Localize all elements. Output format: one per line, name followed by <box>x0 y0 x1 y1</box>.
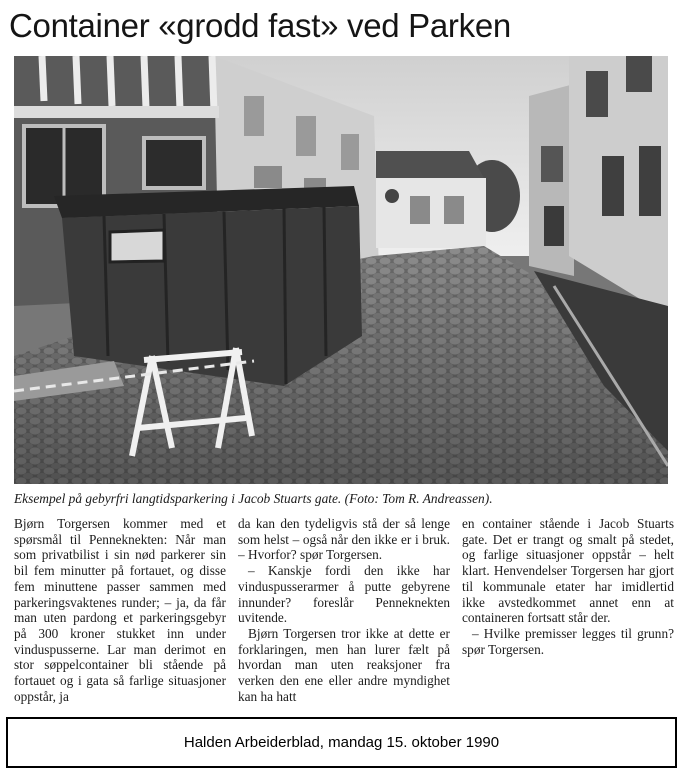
photo-caption: Eksempel på gebyrfri langtidsparkering i Jacob Stuarts gate. (Foto: Tom R. Andreassen). <box>14 491 493 506</box>
article-paragraph: – Kanskje fordi den ikke har vinduspusserarmer å putte gebyrene innunder? foreslår Penneknekten uvitende. <box>238 563 450 626</box>
street-photo-icon <box>14 56 668 484</box>
article-column-1 <box>14 516 226 706</box>
article-paragraph: Bjørn Torgersen tror ikke at dette er forklaringen, men han lurer fælt på hvordan man uten reaksjoner fra verken den ene eller andre myndighet kan ha hatt <box>238 625 450 704</box>
street-photo <box>14 56 668 484</box>
article-paragraph: Bjørn Torgersen kommer med et spørsmål til Penneknekten: Når man som privatbilist i sin nød parkerer sin bil fem minutter på fortauet, og disse fem minuttene passer sammen med parkeringsvaktenes runder; – ja, da får man uten pardong et parkeringsgebyr på 300 kroner stukket inn under vinduspusserne. Lar man derimot en stor søppelcontainer bli stående på fortauet og i gata så farlige situasjoner oppstår, ja <box>14 516 226 704</box>
article-body <box>14 516 674 706</box>
article-column-2 <box>238 516 450 706</box>
article-paragraph: – Hvilke premisser legges til grunn? spør Torgersen. <box>462 625 674 657</box>
article-paragraph: en container stående i Jacob Stuarts gate. Det er trangt og smalt på stedet, og farlige situasjoner oppstår – helt klart. Henvendelser Torgersen har gjort til kommunale etater har imidlertid ikke avstedkommet annet enn at containeren fortsatt står der. <box>462 516 674 626</box>
headline: Container «grodd fast» ved Parken <box>9 7 511 44</box>
source-citation-box <box>6 717 677 768</box>
article-paragraph: da kan den tydeligvis stå der så lenge som helst – også når den ikke er i bruk. – Hvorfor? spør Torgersen. <box>238 516 450 563</box>
source-citation: Halden Arbeiderblad, mandag 15. oktober 1990 <box>183 734 500 751</box>
article-column-3 <box>462 516 674 706</box>
